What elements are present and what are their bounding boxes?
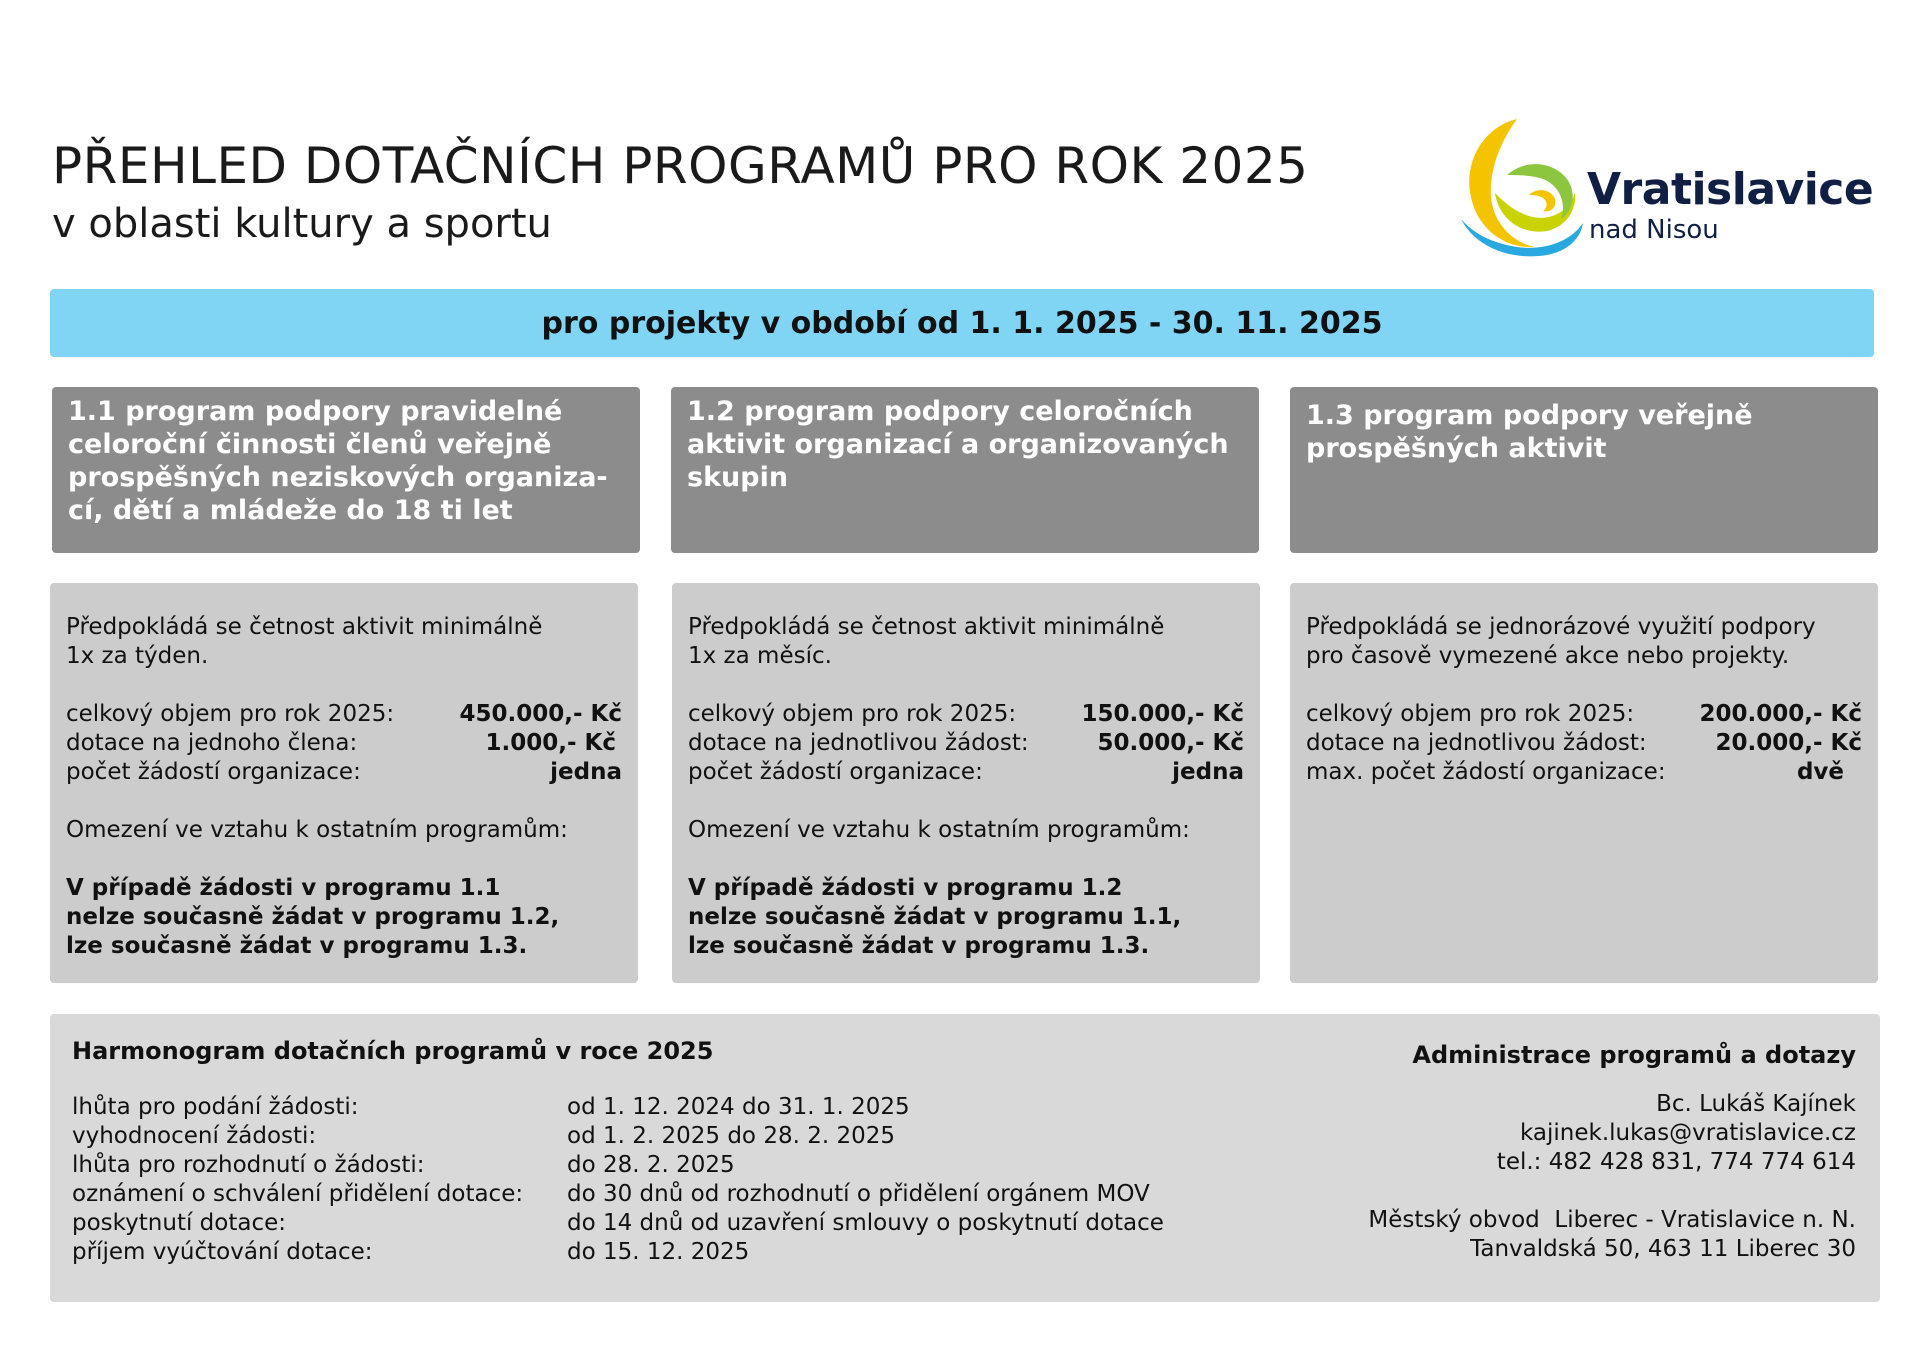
page-subtitle: v oblasti kultury a sportu (52, 201, 552, 247)
schedule-label: příjem vyúčtování dotace: (72, 1239, 373, 1265)
schedule-list (72, 1093, 1164, 1267)
stat-value: 1.000,- Kč (485, 730, 616, 756)
restriction-line: V případě žádosti v programu 1.2 (688, 875, 1123, 901)
program-1-3-header (1290, 387, 1878, 553)
restriction-label: Omezení ve vztahu k ostatním programům: (66, 817, 568, 843)
stat-label: celkový objem pro rok 2025: (688, 701, 1017, 727)
stat-row (66, 700, 622, 729)
period-banner: pro projekty v období od 1. 1. 2025 - 30. 11. 2025 (50, 289, 1874, 357)
schedule-row (72, 1238, 1164, 1267)
stat-label: celkový objem pro rok 2025: (1306, 701, 1635, 727)
schedule-row (72, 1093, 1164, 1122)
schedule-value: od 1. 12. 2024 do 31. 1. 2025 (567, 1094, 910, 1120)
schedule-row (72, 1151, 1164, 1180)
stat-label: dotace na jednotlivou žádost: (688, 730, 1029, 756)
program-intro: Předpokládá se četnost aktivit minimálně (688, 614, 1165, 640)
schedule-label: poskytnutí dotace: (72, 1210, 286, 1236)
program-title-line: prospěšných aktivit (1306, 433, 1607, 464)
schedule-label: vyhodnocení žádosti: (72, 1123, 317, 1149)
restriction-line: V případě žádosti v programu 1.1 (66, 875, 501, 901)
stat-value: jedna (550, 759, 622, 785)
stat-row (1306, 758, 1862, 787)
admin-phone: tel.: 482 428 831, 774 774 614 (1496, 1149, 1856, 1175)
stat-row (688, 729, 1244, 758)
admin-name: Bc. Lukáš Kajínek (1656, 1091, 1856, 1117)
stat-label: dotace na jednoho člena: (66, 730, 358, 756)
program-title-line: aktivit organizací a organizovaných (687, 429, 1229, 460)
program-intro: pro časově vymezené akce nebo projekty. (1306, 643, 1790, 669)
stat-label: počet žádostí organizace: (688, 759, 983, 785)
admin-contact (1368, 1040, 1856, 1264)
admin-title: Administrace programů a dotazy (1412, 1041, 1856, 1069)
logo-swirl-icon (1455, 115, 1585, 260)
program-title-line: prospěšných neziskových organiza- (68, 462, 608, 493)
logo-name: Vratislavice (1587, 164, 1874, 215)
schedule-value: do 14 dnů od uzavření smlouvy o poskytnutí dotace (567, 1210, 1164, 1236)
schedule-row (72, 1122, 1164, 1151)
schedule-label: lhůta pro rozhodnutí o žádosti: (72, 1152, 425, 1178)
stat-row (1306, 729, 1862, 758)
restriction-line: lze současně žádat v programu 1.3. (688, 933, 1150, 959)
stat-value: jedna (1172, 759, 1244, 785)
restriction-line: nelze současně žádat v programu 1.2, (66, 904, 560, 930)
program-1-2-header (671, 387, 1259, 553)
stat-value: 20.000,- Kč (1715, 730, 1862, 756)
schedule-row (72, 1209, 1164, 1238)
stat-value: 200.000,- Kč (1699, 701, 1862, 727)
schedule-value: do 15. 12. 2025 (567, 1239, 750, 1265)
schedule-label: lhůta pro podání žádosti: (72, 1094, 359, 1120)
restriction-label: Omezení ve vztahu k ostatním programům: (688, 817, 1190, 843)
program-title-line: 1.3 program podpory veřejně (1306, 400, 1753, 431)
stat-value: 450.000,- Kč (459, 701, 622, 727)
stat-value: 50.000,- Kč (1097, 730, 1244, 756)
vratislavice-logo (1455, 115, 1875, 260)
schedule-label: oznámení o schválení přidělení dotace: (72, 1181, 524, 1207)
schedule-value: od 1. 2. 2025 do 28. 2. 2025 (567, 1123, 895, 1149)
restriction-line: lze současně žádat v programu 1.3. (66, 933, 528, 959)
program-title-line: 1.1 program podpory pravidelné (68, 396, 563, 427)
program-title-line: skupin (687, 462, 789, 493)
schedule-title: Harmonogram dotačních programů v roce 2025 (72, 1037, 714, 1065)
stat-label: celkový objem pro rok 2025: (66, 701, 395, 727)
program-1-3-details (1290, 583, 1878, 983)
schedule-value: do 28. 2. 2025 (567, 1152, 735, 1178)
program-1-2-details (672, 583, 1260, 983)
stat-label: dotace na jednotlivou žádost: (1306, 730, 1647, 756)
program-title-line: cí, dětí a mládeže do 18 ti let (68, 495, 513, 526)
page-title: PŘEHLED DOTAČNÍCH PROGRAMŮ PRO ROK 2025 (52, 137, 1309, 195)
stat-row (66, 758, 622, 787)
admin-office: Městský obvod Liberec - Vratislavice n. N. (1368, 1207, 1856, 1233)
restriction-line: nelze současně žádat v programu 1.1, (688, 904, 1182, 930)
stat-row (688, 700, 1244, 729)
schedule-panel (50, 1014, 1880, 1302)
schedule-row (72, 1180, 1164, 1209)
program-1-1-details (50, 583, 638, 983)
admin-address: Tanvaldská 50, 463 11 Liberec 30 (1470, 1236, 1856, 1262)
stat-row (1306, 700, 1862, 729)
schedule-value: do 30 dnů od rozhodnutí o přidělení orgánem MOV (567, 1181, 1150, 1207)
program-intro: Předpokládá se četnost aktivit minimálně (66, 614, 543, 640)
stat-value: 150.000,- Kč (1081, 701, 1244, 727)
program-1-1-header (52, 387, 640, 553)
program-intro: Předpokládá se jednorázové využití podpory (1306, 614, 1816, 640)
stat-value: dvě (1796, 759, 1844, 785)
stat-label: max. počet žádostí organizace: (1306, 759, 1666, 785)
stat-label: počet žádostí organizace: (66, 759, 361, 785)
logo-subname: nad Nisou (1589, 215, 1719, 245)
program-intro: 1x za týden. (66, 643, 209, 669)
stat-row (688, 758, 1244, 787)
admin-email[interactable]: kajinek.lukas@vratislavice.cz (1520, 1120, 1856, 1146)
program-title-line: 1.2 program podpory celoročních (687, 396, 1193, 427)
stat-row (66, 729, 622, 758)
program-title-line: celoroční činnosti členů veřejně (68, 429, 552, 460)
program-intro: 1x za měsíc. (688, 643, 832, 669)
